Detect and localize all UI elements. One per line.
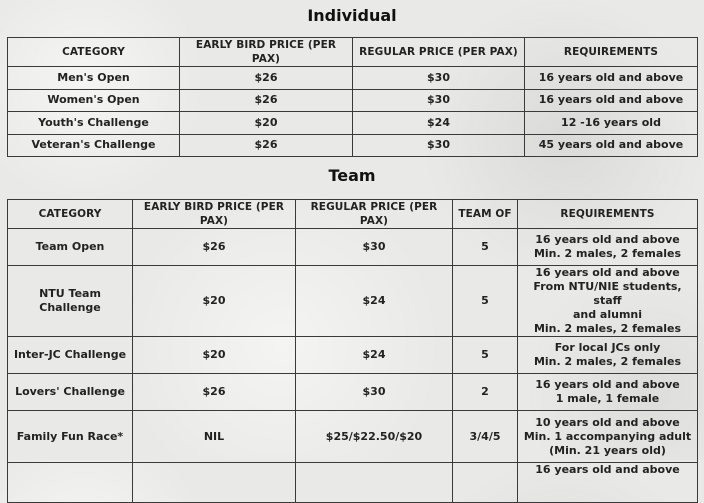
header-requirements: REQUIREMENTS (525, 38, 698, 67)
regular-price-cell: $30 (353, 134, 525, 157)
requirements-cell (518, 229, 698, 266)
requirement-line: 16 years old and above (535, 378, 680, 391)
early-bird-price-cell: $26 (133, 229, 296, 266)
requirements-cell: 16 years old and above (525, 67, 698, 90)
early-bird-price-cell: $26 (133, 374, 296, 411)
team-of-cell: 3/4/5 (453, 411, 518, 463)
individual-heading: Individual (307, 6, 397, 25)
requirement-line: Min. 2 males, 2 females (533, 355, 682, 368)
team-of-cell: 5 (453, 266, 518, 337)
header-early-bird-price: EARLY BIRD PRICE (PER PAX) (180, 38, 353, 67)
requirement-line: Min. 2 males, 2 females (533, 247, 682, 260)
category-cell: Youth's Challenge (8, 112, 180, 135)
requirements-cell (518, 411, 698, 463)
early-bird-price-cell (133, 463, 296, 503)
individual-table (7, 37, 698, 157)
team-of-cell: 2 (453, 374, 518, 411)
early-bird-price-cell: NIL (133, 411, 296, 463)
requirements-cell: 12 -16 years old (525, 112, 698, 135)
requirements-cell (518, 266, 698, 337)
category-cell (8, 463, 133, 503)
category-cell: Men's Open (8, 67, 180, 90)
team-of-cell (453, 463, 518, 503)
requirement-line: Min. 2 males, 2 females (533, 322, 682, 335)
category-cell: Lovers' Challenge (8, 374, 133, 411)
header-regular-price: REGULAR PRICE (PER PAX) (296, 200, 453, 229)
regular-price-cell: $30 (296, 374, 453, 411)
category-cell: Inter-JC Challenge (8, 337, 133, 374)
requirement-line: From NTU/NIE students, staff (533, 280, 682, 307)
requirement-line: 16 years old and above (535, 463, 680, 476)
table-row (8, 374, 698, 411)
header-regular-price: REGULAR PRICE (PER PAX) (353, 38, 525, 67)
category-cell: NTU Team Challenge (8, 266, 133, 337)
requirements-cell: 45 years old and above (525, 134, 698, 157)
table-row (8, 89, 698, 112)
requirement-line: 16 years old and above (535, 266, 680, 279)
table-header-row (8, 38, 698, 67)
team-of-cell: 5 (453, 229, 518, 266)
category-cell: Family Fun Race* (8, 411, 133, 463)
table-row (8, 463, 698, 503)
regular-price-cell: $24 (296, 266, 453, 337)
requirement-line: Min. 1 accompanying adult (523, 429, 692, 443)
table-header-row (8, 200, 698, 229)
category-cell: Team Open (8, 229, 133, 266)
early-bird-price-cell: $26 (180, 134, 353, 157)
header-category: CATEGORY (8, 38, 180, 67)
table-row (8, 112, 698, 135)
requirements-cell (518, 374, 698, 411)
early-bird-price-cell: $20 (180, 112, 353, 135)
header-early-bird-price: EARLY BIRD PRICE (PER PAX) (133, 200, 296, 229)
team-table (7, 199, 698, 503)
early-bird-price-cell: $26 (180, 67, 353, 90)
table-row (8, 67, 698, 90)
early-bird-price-cell: $26 (180, 89, 353, 112)
table-row (8, 411, 698, 463)
requirements-cell (518, 337, 698, 374)
requirements-cell: 16 years old and above (525, 89, 698, 112)
table-row (8, 337, 698, 374)
team-of-cell: 5 (453, 337, 518, 374)
requirement-line: 16 years old and above (535, 233, 680, 246)
category-cell: Veteran's Challenge (8, 134, 180, 157)
regular-price-cell (296, 463, 453, 503)
requirement-line: and alumni (572, 308, 643, 321)
header-team-of: TEAM OF (453, 200, 518, 229)
regular-price-cell: $24 (353, 112, 525, 135)
table-row (8, 134, 698, 157)
requirement-line: 1 male, 1 female (555, 392, 660, 405)
requirements-cell (518, 463, 698, 503)
requirement-line: (Min. 21 years old) (549, 443, 666, 457)
header-category: CATEGORY (8, 200, 133, 229)
regular-price-cell: $30 (353, 67, 525, 90)
team-heading: Team (328, 166, 376, 185)
regular-price-cell: $30 (353, 89, 525, 112)
requirement-line: For local JCs only (554, 341, 661, 354)
header-requirements: REQUIREMENTS (518, 200, 698, 229)
category-cell: Women's Open (8, 89, 180, 112)
regular-price-cell: $30 (296, 229, 453, 266)
table-row (8, 266, 698, 337)
early-bird-price-cell: $20 (133, 266, 296, 337)
regular-price-cell: $24 (296, 337, 453, 374)
table-row (8, 229, 698, 266)
requirement-line: 10 years old and above (535, 415, 680, 429)
regular-price-cell: $25/$22.50/$20 (296, 411, 453, 463)
early-bird-price-cell: $20 (133, 337, 296, 374)
